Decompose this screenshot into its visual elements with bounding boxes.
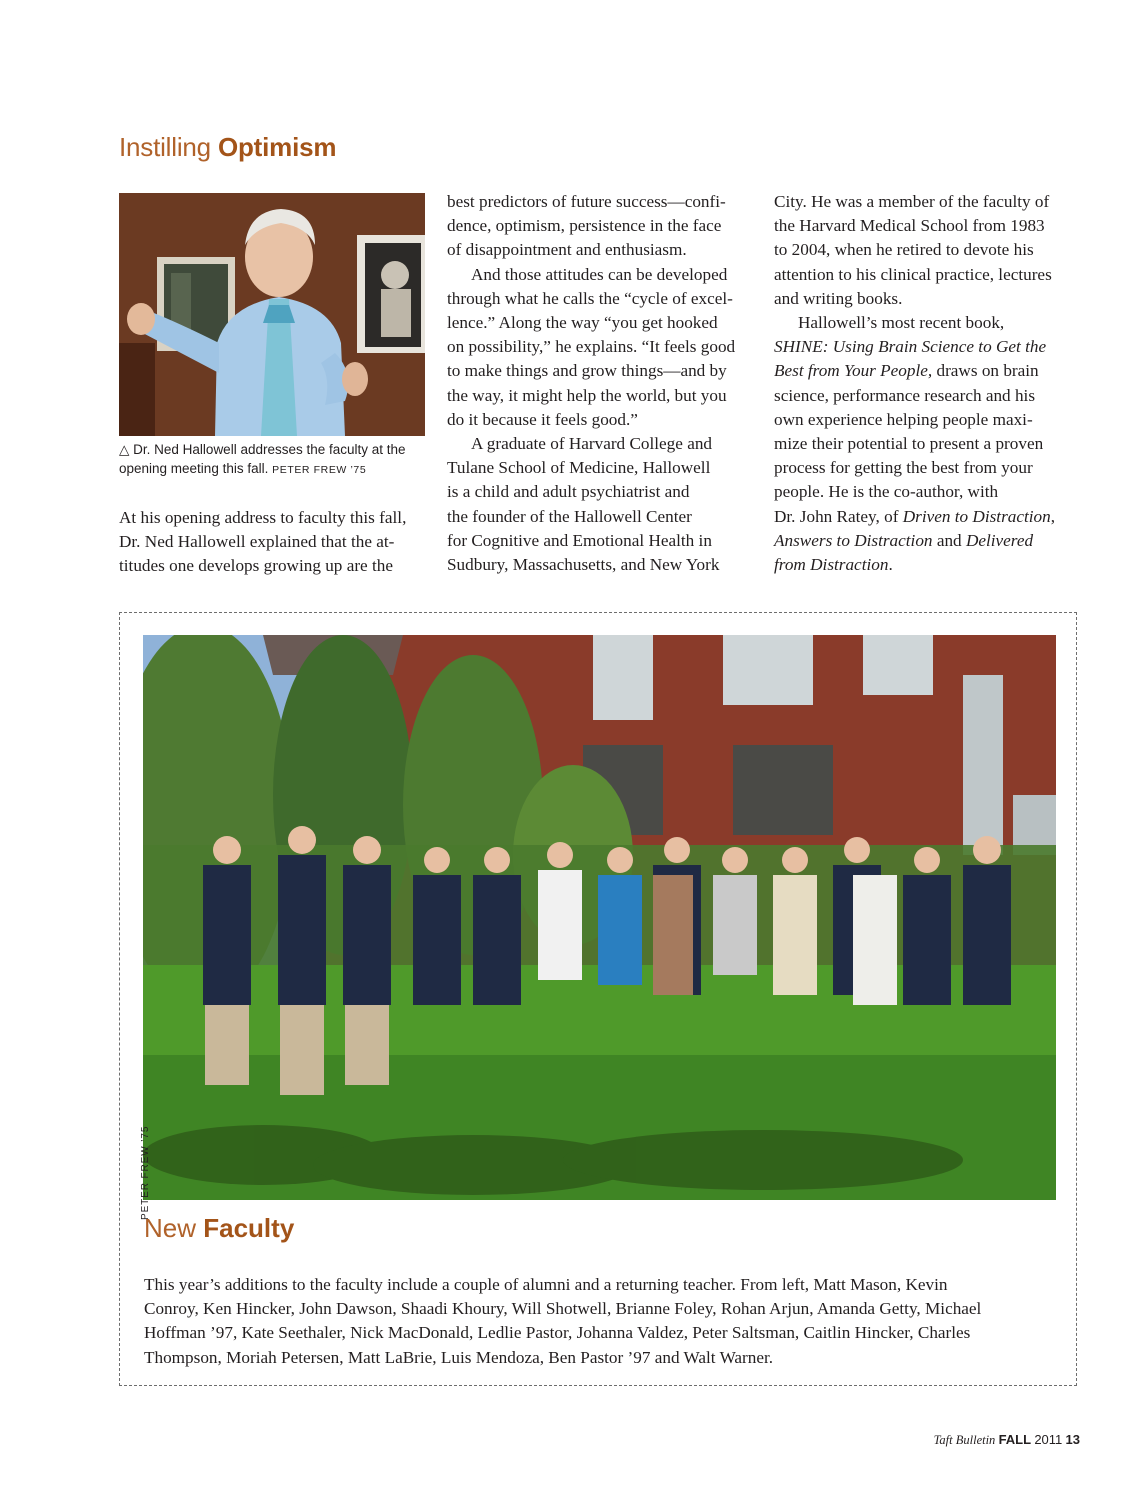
issue-year: 2011 [1034,1432,1063,1447]
text-line: Hallowell’s most recent book, [798,313,1005,333]
text-line: lence.” Along the way “you get hooked [447,313,718,333]
title-light: New [144,1213,204,1243]
text-line: This year’s additions to the faculty include a couple of alumni and a returning teacher. From left, Matt Mason, Kevin [144,1275,948,1294]
text-line: dence, optimism, persistence in the face [447,216,722,236]
page-footer [880,1432,1080,1448]
title-bold: Faculty [203,1213,295,1243]
issue-season: FALL [998,1432,1032,1447]
text-line: do it because it feels good.” [447,409,638,429]
text-fragment: and [932,530,966,550]
section-title-new-faculty [144,1213,294,1244]
page-number: 13 [1065,1432,1080,1447]
group-photo-credit: PETER FREW ’75 [140,1125,151,1220]
text-line: A graduate of Harvard College and [471,434,713,454]
text-line: is a child and adult psychiatrist and [447,482,690,502]
book-title-answers: Answers to Distraction [774,530,933,550]
text-line: the Harvard Medical School from 1983 [774,216,1045,236]
text-line: people. He is the co-author, with [774,482,999,502]
text-line: Thompson, Moriah Petersen, Matt LaBrie, Luis Mendoza, Ben Pastor ’97 and Walt Warner. [144,1347,774,1367]
book-title-delivered-cont: from Distraction [774,555,889,575]
text-line: At his opening address to faculty this fall, [119,508,407,527]
book-title-shine-cont: Best from Your People, [774,361,933,381]
text-line: Dr. Ned Hallowell explained that the at- [119,532,395,552]
article-column-2 [447,190,753,577]
publication-name: Taft Bulletin [933,1433,996,1447]
photo-caption [119,440,429,480]
text-line: City. He was a member of the faculty of [774,192,1050,211]
text-line: to 2004, when he retired to devote his [774,240,1034,260]
text-line: through what he calls the “cycle of excel- [447,288,733,308]
text-line: Conroy, Ken Hincker, John Dawson, Shaadi Khoury, Will Shotwell, Brianne Foley, Rohan Arjun, Amanda Getty, Michael [144,1299,982,1319]
text-line: Hoffman ’97, Kate Seethaler, Nick MacDonald, Ledlie Pastor, Johanna Valdez, Peter Saltsman, Caitlin Hincker, Charles [144,1323,971,1343]
text-line: and writing books. [774,288,903,308]
faculty-group-photo-illustration [143,635,1056,1200]
section-title-instilling-optimism [119,132,336,163]
text-line: the founder of the Hallowell Center [447,506,692,526]
article-column-1 [119,506,429,579]
title-bold: Optimism [217,132,337,162]
text-line: own experience helping people maxi- [774,409,1033,429]
hallowell-photo-illustration [119,193,425,436]
text-line: for Cognitive and Emotional Health in [447,530,712,550]
caption-triangle-icon: △ [119,442,130,457]
text-line: best predictors of future success—confi- [447,192,726,211]
text-line: Sudbury, Massachusetts, and New York [447,555,720,575]
new-faculty-paragraph [144,1273,1054,1370]
text-line: process for getting the best from your [774,458,1033,478]
caption-text: Dr. Ned Hallowell addresses the faculty at the opening meeting this fall. [119,442,406,476]
text-line: And those attitudes can be developed [471,264,728,284]
text-line: science, performance research and his [774,385,1036,405]
text-line: titudes one develops growing up are the [119,556,393,576]
text-fragment: draws on brain [932,361,1039,381]
text-line: attention to his clinical practice, lectures [774,264,1052,284]
text-fragment: Dr. John Ratey, of [774,506,903,526]
text-fragment: , [1050,506,1056,526]
faculty-group-photo [143,635,1056,1200]
book-title-shine: SHINE: Using Brain Science to Get the [774,337,1047,357]
text-line: the way, it might help the world, but you [447,385,727,405]
text-fragment: . [888,555,893,575]
book-title-delivered: Delivered [965,530,1034,550]
hallowell-photo [119,193,425,436]
title-light: Instilling [119,132,218,162]
text-line: mize their potential to present a proven [774,434,1044,454]
text-line: on possibility,” he explains. “It feels good [447,337,736,357]
article-column-3 [774,190,1080,577]
book-title-driven: Driven to Distraction [902,506,1051,526]
text-line: to make things and grow things—and by [447,361,727,381]
text-line: Tulane School of Medicine, Hallowell [447,458,711,478]
text-line: of disappointment and enthusiasm. [447,240,687,260]
photo-credit: PETER FREW ’75 [272,464,367,476]
